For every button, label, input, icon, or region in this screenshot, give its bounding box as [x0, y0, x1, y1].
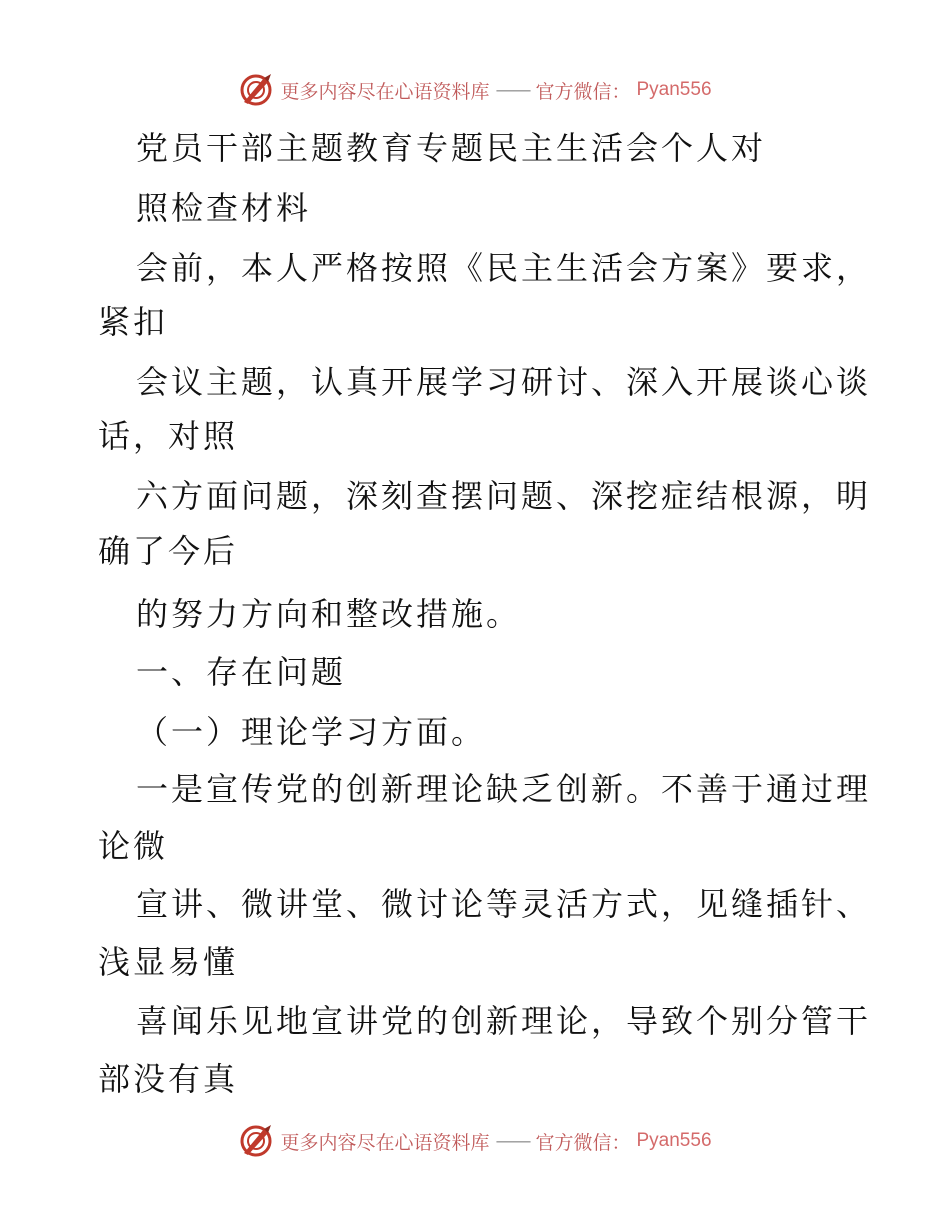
doc-subsection-heading: （一）理论学习方面。 — [136, 713, 487, 751]
doc-text-line: 浅显易懂 — [98, 943, 239, 981]
watermark-suffix-text: 官方微信： — [535, 1131, 631, 1154]
watermark-separator: —— — [495, 1130, 530, 1152]
doc-text-line: 宣讲、微讲堂、微讨论等灵活方式，见缝插针、 — [136, 885, 872, 923]
watermark-suffix-text: 官方微信： — [535, 80, 631, 103]
doc-title-line-2: 照检查材料 — [136, 189, 312, 227]
watermark-main-text: 更多内容尽在心语资料库 — [280, 1131, 490, 1154]
doc-text-line: 话，对照 — [98, 417, 239, 455]
watermark-wechat-id: Pyan556 — [636, 1130, 712, 1151]
doc-text-line: 六方面问题，深刻查摆问题、深挖症结根源，明 — [136, 477, 872, 515]
doc-text-line: 会议主题，认真开展学习研讨、深入开展谈心谈 — [136, 363, 872, 401]
doc-text-line: 紧扣 — [98, 303, 169, 341]
quill-logo-icon — [238, 1123, 274, 1159]
watermark-separator: —— — [495, 79, 530, 101]
watermark-main-text: 更多内容尽在心语资料库 — [280, 80, 490, 103]
doc-text-line: 喜闻乐见地宣讲党的创新理论，导致个别分管干 — [136, 1002, 872, 1040]
doc-text-line: 一是宣传党的创新理论缺乏创新。不善于通过理 — [136, 770, 872, 808]
doc-text-line: 确了今后 — [98, 532, 239, 570]
doc-text-line: 会前，本人严格按照《民主生活会方案》要求， — [136, 249, 872, 287]
doc-text-line: 的努力方向和整改措施。 — [136, 595, 522, 633]
doc-title-line-1: 党员干部主题教育专题民主生活会个人对 — [136, 129, 767, 167]
footer-watermark — [0, 1121, 950, 1161]
doc-section-heading: 一、存在问题 — [136, 653, 347, 691]
watermark-wechat-id: Pyan556 — [636, 79, 712, 100]
doc-text-line: 部没有真 — [98, 1060, 239, 1098]
doc-text-line: 论微 — [98, 827, 169, 865]
